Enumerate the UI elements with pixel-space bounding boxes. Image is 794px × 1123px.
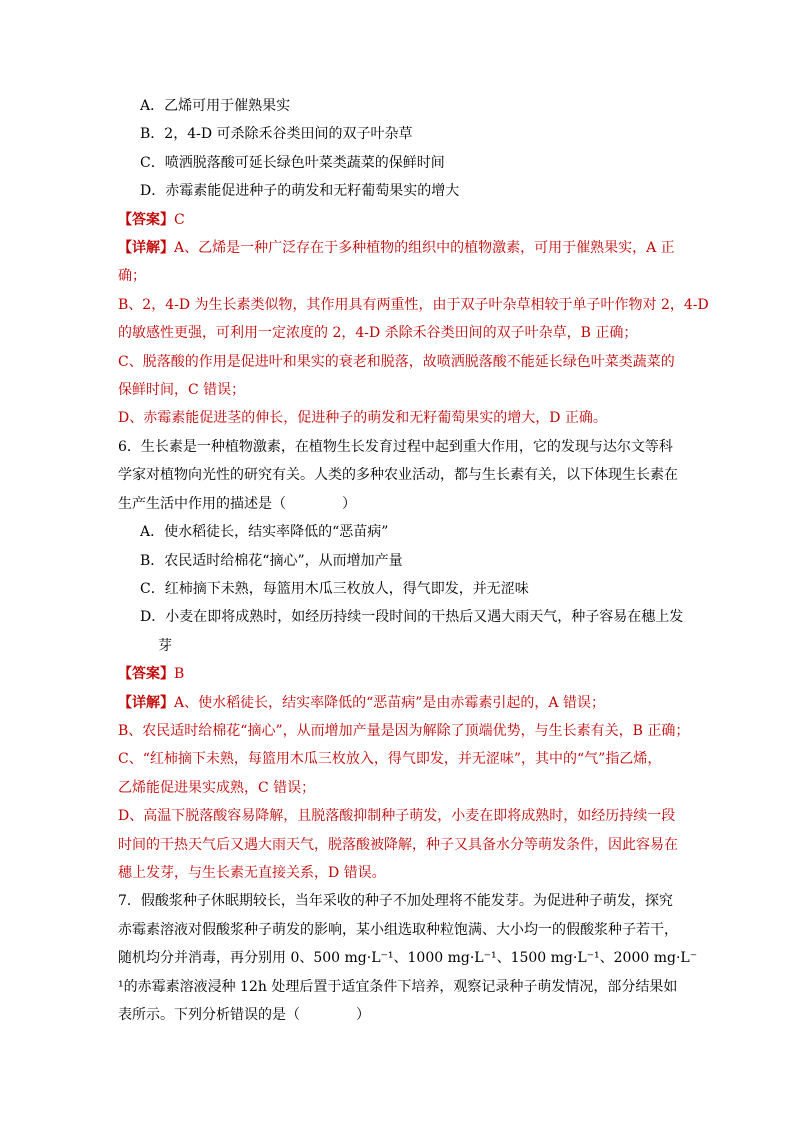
q5-option-d: D．赤霉素能促进种子的萌发和无籽葡萄果实的增大 <box>140 183 460 200</box>
q5-explain-line-2: 确； <box>118 268 146 285</box>
q6-explain-line-6: 时间的干热天气后又遇大雨天气，脱落酸被降解，种子又具备水分等萌发条件，因此容易在 <box>118 836 678 853</box>
q6-option-a: A．使水稻徒长，结实率降低的“恶苗病” <box>140 524 389 541</box>
q6-explanation <box>118 689 690 888</box>
document-content <box>118 92 709 1029</box>
q6-explain-line-5: D、高温下脱落酸容易降解，且脱落酸抑制种子萌发，小麦在即将成熟时，如经历持续一段 <box>118 808 676 825</box>
q5-options <box>118 92 678 206</box>
q5-explain-line-4: 的敏感性更强，可利用一定浓度的 2，4-D 杀除禾谷类田间的双子叶杂草，B 正确； <box>118 325 638 342</box>
q7-stem-line-5: 表所示。下列分析错误的是（ ） <box>118 1007 370 1023</box>
q6-explain-line-4: 乙烯能促进果实成熟，C 错误； <box>118 779 316 796</box>
explain-tag: 【详解】 <box>118 694 174 711</box>
answer-value: B <box>174 666 185 683</box>
q5-explain-line-6: 保鲜时间，C 错误； <box>118 382 246 399</box>
q5-explain-line-7: D、赤霉素能促进茎的伸长，促进种子的萌发和无籽葡萄果实的增大，D 正确。 <box>118 410 607 427</box>
q5-option-b: B．2，4-D 可杀除禾谷类田间的双子叶杂草 <box>140 126 413 143</box>
q7-stem <box>118 887 698 1029</box>
q6-stem <box>118 433 678 518</box>
answer-tag: 【答案】 <box>118 666 174 683</box>
q5-explain-line-5: C、脱落酸的作用是促进叶和果实的衰老和脱落，故喷洒脱落酸不能延长绿色叶菜类蔬菜的 <box>118 353 675 370</box>
q5-explain-line-1: A、乙烯是一种广泛存在于多种植物的组织中的植物激素，可用于催熟果实，A 正 <box>174 240 675 257</box>
explain-tag: 【详解】 <box>118 240 174 257</box>
q7-stem-line-4: ¹的赤霉素溶液浸种 12h 处理后置于适宜条件下培养，观察记录种子萌发情况，部分结果如 <box>118 978 678 995</box>
q6-explain-line-7: 穗上发芽，与生长素无直接关系，D 错误。 <box>118 864 386 881</box>
q5-answer <box>118 206 678 234</box>
q6-explain-line-1: A、使水稻徒长，结实率降低的“恶苗病”是由赤霉素引起的，A 错误； <box>174 694 605 711</box>
q6-option-b: B．农民适时给棉花“摘心”，从而增加产量 <box>140 552 403 569</box>
q7-stem-line-2: 赤霉素溶液对假酸浆种子萌发的影响，某小组选取种粒饱满、大小均一的假酸浆种子若干， <box>118 921 678 938</box>
q5-explain-line-3: B、2，4-D 为生长素类似物，其作用具有两重性，由于双子叶杂草相较于单子叶作物对 2，4-D <box>118 296 709 313</box>
q5-option-a: A．乙烯可用于催熟果实 <box>140 98 291 114</box>
q6-stem-line-3: 生产生活中作用的描述是（ ） <box>118 495 356 512</box>
q6-option-c: C．红柿摘下未熟，每篮用木瓜三枚放人，得气即发，并无涩味 <box>140 580 529 597</box>
q6-option-d: D．小麦在即将成熟时，如经历持续一段时间的干热后又遇大雨天气，种子容易在穗上发 <box>140 609 684 626</box>
q6-stem-line-1: 6．生长素是一种植物激素，在植物生长发育过程中起到重大作用，它的发现与达尔文等科 <box>118 438 673 455</box>
q6-stem-line-2: 学家对植物向光性的研究有关。人类的多种农业活动，都与生长素有关，以下体现生长素在 <box>118 467 678 484</box>
q6-explain-line-2: B、农民适时给棉花“摘心”，从而增加产量是因为解除了顶端优势，与生长素有关，B 正确； <box>118 722 690 739</box>
answer-value: C <box>174 211 185 228</box>
q7-stem-line-1: 7．假酸浆种子休眠期较长，当年采收的种子不加处理将不能发芽。为促进种子萌发，探究 <box>118 893 673 910</box>
q6-explain-line-3: C、“红柿摘下未熟，每篮用木瓜三枚放入，得气即发，并无涩味”，其中的“气”指乙烯， <box>118 751 662 768</box>
q6-option-d-cont: 芽 <box>158 637 172 654</box>
q5-option-c: C．喷洒脱落酸可延长绿色叶菜类蔬菜的保鲜时间 <box>140 154 445 171</box>
answer-tag: 【答案】 <box>118 211 174 228</box>
q7-stem-line-3: 随机均分并消毒，再分别用 0、500 mg·L⁻¹、1000 mg·L⁻¹、1500 mg·L⁻¹、2000 mg·L⁻ <box>118 950 698 967</box>
q6-options <box>118 518 684 660</box>
q5-explanation <box>118 234 709 433</box>
q6-answer <box>118 660 678 688</box>
